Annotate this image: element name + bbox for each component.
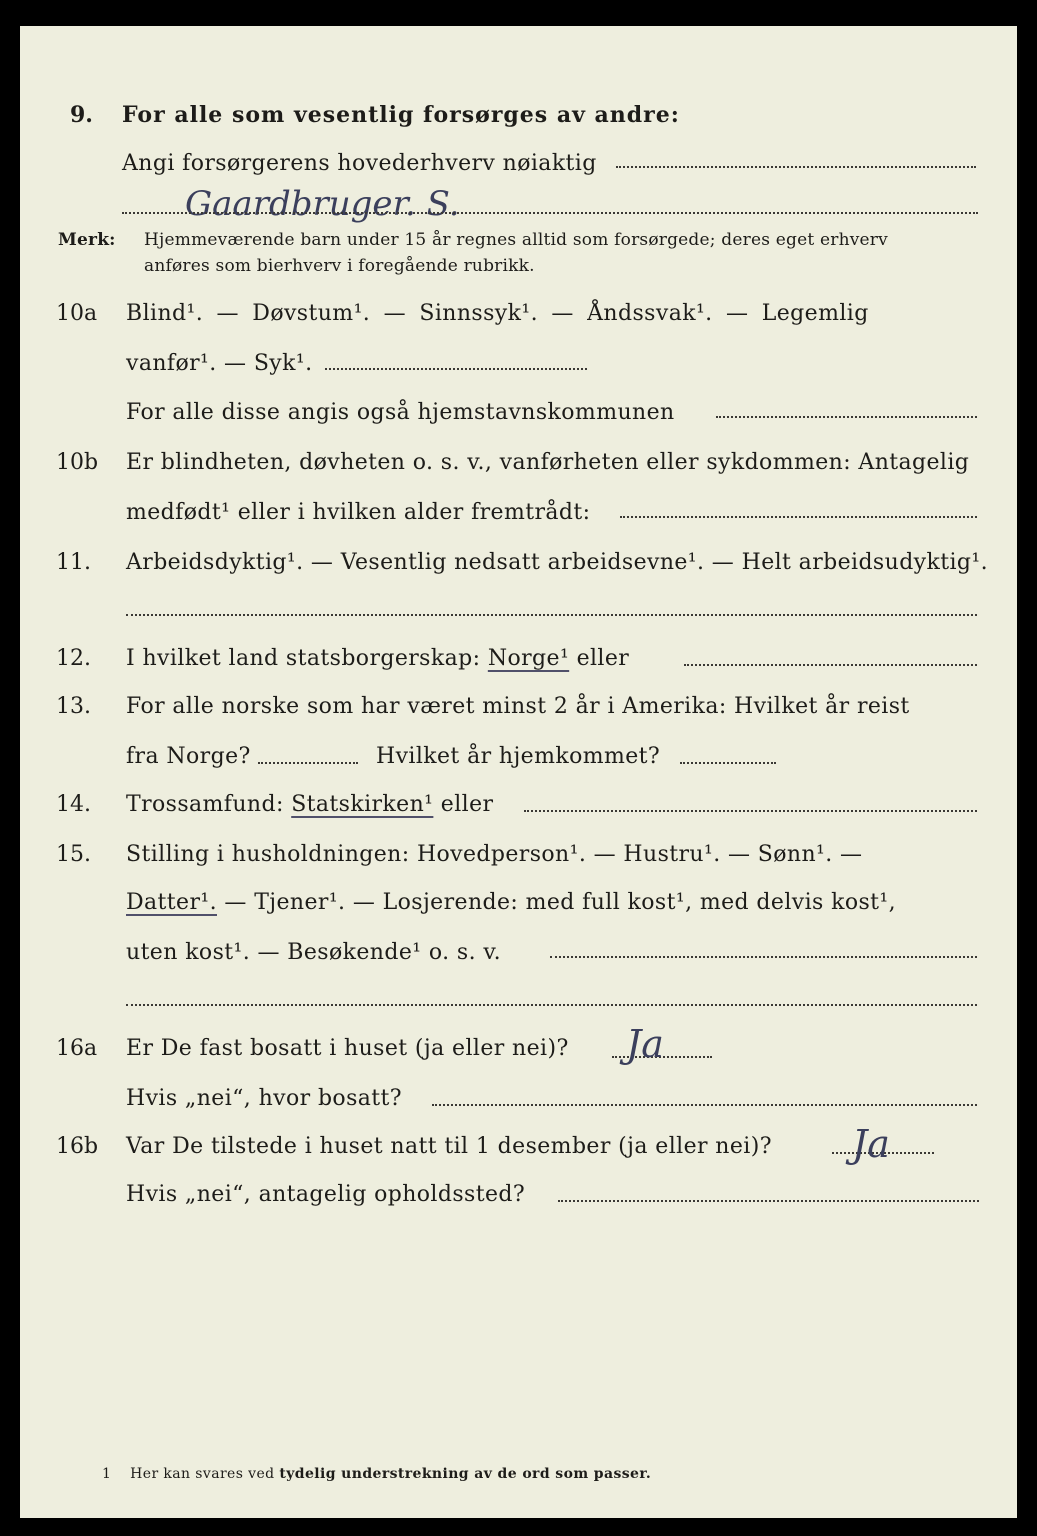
q16a-line-2: Hvis „nei“, hvor bosatt? — [126, 1086, 402, 1111]
q13-line-2b: Hvilket år hjemkommet? — [376, 744, 661, 769]
q13-fill-line-2 — [680, 762, 776, 764]
q12-prefix: I hvilket land statsborgerskap: — [126, 646, 481, 671]
q13-line-1: For alle norske som har været minst 2 år i Amerika: Hvilket år reist — [126, 694, 910, 719]
q16a-line-1: Er De fast bosatt i huset (ja eller nei)? — [126, 1036, 569, 1061]
q16b-fill-line-2 — [558, 1200, 979, 1202]
q16b-line-1: Var De tilstede i huset natt til 1 desember (ja eller nei)? — [126, 1134, 772, 1159]
q11-number: 11. — [56, 550, 91, 575]
q16b-number: 16b — [56, 1134, 99, 1159]
q16b-line-2: Hvis „nei“, antagelig opholdssted? — [126, 1182, 526, 1207]
q9-fill-line-1 — [616, 166, 976, 168]
q14-fill-line — [524, 810, 977, 812]
q15-line-3: uten kost¹. — Besøkende¹ o. s. v. — [126, 940, 501, 965]
q15-number: 15. — [56, 842, 91, 867]
q16a-fill-line-2 — [432, 1104, 977, 1106]
q12-line — [126, 646, 629, 671]
q10a-fill-line-2 — [716, 416, 977, 418]
q15-line-2 — [126, 890, 896, 915]
q11-fill-line — [126, 614, 977, 616]
merk-line-2: anføres som bierhverv i foregående rubrikk. — [144, 256, 535, 276]
footnote — [102, 1466, 651, 1482]
q9-number: 9. — [70, 102, 93, 128]
q9-fill-line-2 — [122, 212, 978, 214]
q14-marked-statskirken: Statskirken¹ — [291, 792, 434, 817]
q11-line: Arbeidsdyktig¹. — Vesentlig nedsatt arbeidsevne¹. — Helt arbeidsudyktig¹. — [126, 550, 989, 575]
q9-heading: For alle som vesentlig forsørges av andre: — [122, 102, 680, 128]
q12-marked-norge: Norge¹ — [487, 646, 570, 671]
q13-line-2a: fra Norge? — [126, 744, 251, 769]
q10b-line-2: medfødt¹ eller i hvilken alder fremtrådt: — [126, 500, 591, 525]
q9-handwritten-answer: Gaardbruger. S. — [185, 184, 460, 224]
q14-number: 14. — [56, 792, 91, 817]
q15-fill-line-2 — [126, 1004, 977, 1006]
q13-number: 13. — [56, 694, 91, 719]
q10a-number: 10a — [56, 301, 98, 326]
q10a-line-3: For alle disse angis også hjemstavnskommunen — [126, 400, 675, 425]
q10b-line-1: Er blindheten, døvheten o. s. v., vanførheten eller sykdommen: Antagelig — [126, 450, 970, 475]
q12-suffix: eller — [576, 646, 630, 671]
footnote-text-bold: tydelig understrekning av de ord som passer. — [279, 1466, 652, 1482]
census-form-page — [20, 26, 1017, 1518]
footnote-mark: 1 — [102, 1466, 112, 1482]
q14-prefix: Trossamfund: — [126, 792, 284, 817]
q14-suffix: eller — [440, 792, 494, 817]
q16a-handwritten-answer: Ja — [626, 1022, 664, 1066]
q12-number: 12. — [56, 646, 91, 671]
q10a-line-2: vanfør¹. — Syk¹. — [126, 351, 313, 376]
q10a-line-1: Blind¹. — Døvstum¹. — Sinnssyk¹. — Åndssvak¹. — Legemlig — [126, 301, 869, 326]
q14-line — [126, 792, 493, 817]
q12-fill-line — [684, 664, 977, 666]
q16a-number: 16a — [56, 1036, 98, 1061]
q15-fill-line-1 — [550, 956, 977, 958]
q15-line-1: Stilling i husholdningen: Hovedperson¹. — Hustru¹. — Sønn¹. — — [126, 842, 863, 867]
merk-label: Merk: — [58, 230, 116, 250]
q10a-fill-line-1 — [325, 368, 587, 370]
q15-line-2-rest: — Tjener¹. — Losjerende: med full kost¹, med delvis kost¹, — [224, 890, 897, 915]
q10b-number: 10b — [56, 450, 99, 475]
q9-line: Angi forsørgerens hovederhverv nøiaktig — [122, 151, 597, 176]
q16b-handwritten-answer: Ja — [852, 1122, 890, 1166]
merk-line-1: Hjemmeværende barn under 15 år regnes alltid som forsørgede; deres eget erhverv — [144, 230, 888, 250]
q13-fill-line-1 — [258, 762, 358, 764]
footnote-text-plain: Her kan svares ved — [130, 1466, 275, 1482]
q10b-fill-line — [620, 516, 977, 518]
q15-marked-datter: Datter¹. — [126, 890, 217, 915]
